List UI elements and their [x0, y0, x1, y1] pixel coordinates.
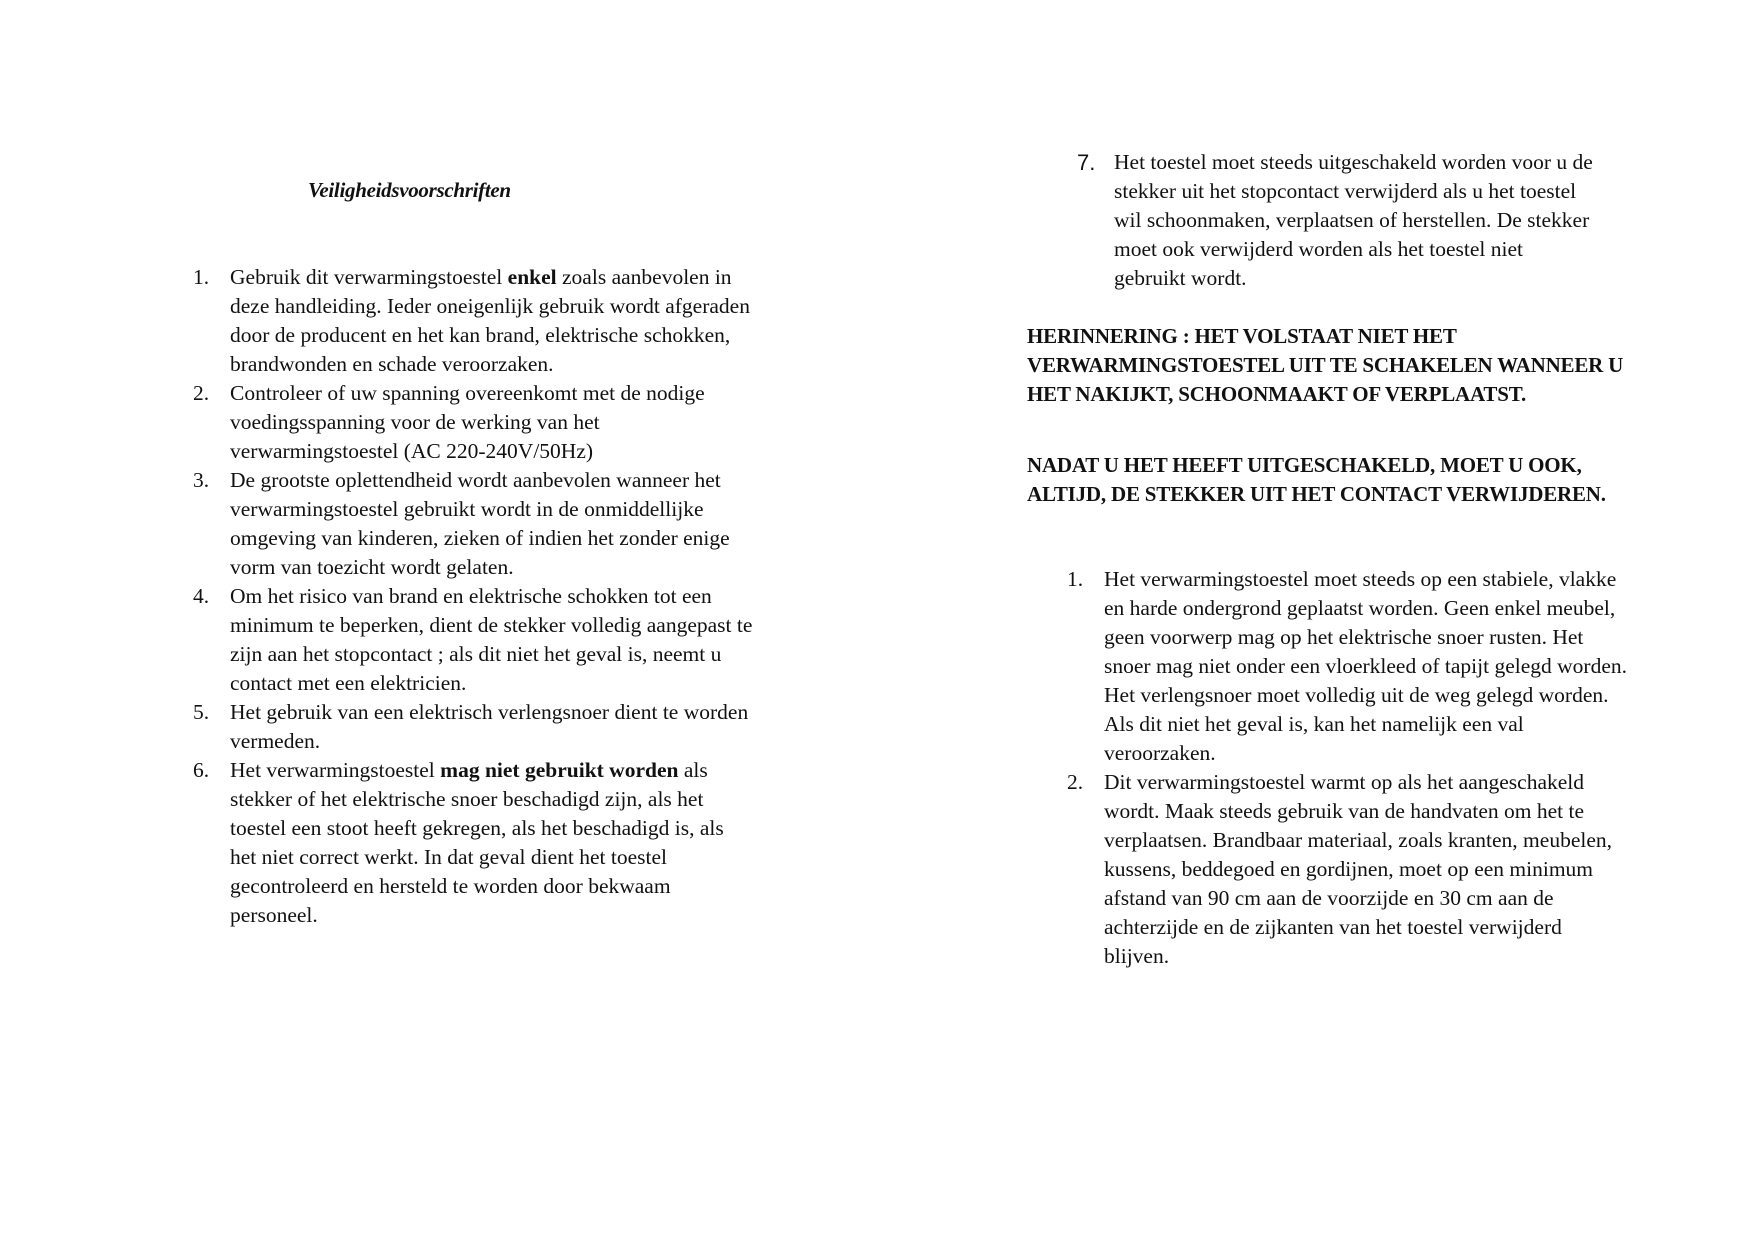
unplug-warning: NADAT U HET HEEFT UITGESCHAKELD, MOET U OOK, ALTIJD, DE STEKKER UIT HET CONTACT VERWIJDEREN.: [1027, 453, 1606, 506]
list-number: 1.: [193, 265, 210, 289]
list-item: [1077, 148, 1597, 293]
list-number: 2.: [1067, 770, 1084, 794]
list-item: [1067, 565, 1627, 768]
list-text: zoals aanbevolen in deze handleiding. Ieder oneigenlijk gebruik wordt afgeraden door de producent en het kan brand, elektrische schokken, brandwonden en schade veroorzaken.: [230, 265, 750, 376]
list-text-emphasis: enkel: [507, 265, 557, 289]
list-number: 4.: [193, 584, 210, 608]
list-item: [193, 582, 753, 698]
placement-rules-list: [1067, 565, 1627, 971]
list-text: Het verwarmingstoestel moet steeds op een stabiele, vlakke en harde ondergrond geplaatst worden. Geen enkel meubel, geen voorwerp mag op het elektrische snoer rusten. Het snoer mag niet onder een vloerkleed of tapijt gelegd worden. Het verlengsnoer moet volledig uit de weg gelegd worden. Als dit niet het geval is, kan het namelijk een val veroorzaken.: [1104, 567, 1627, 765]
list-item: [193, 263, 753, 379]
list-text: Controleer of uw spanning overeenkomt met de nodige voedingsspanning voor de werking van het verwarmingstoestel (AC 220-240V/50Hz): [230, 381, 705, 463]
list-number: 7.: [1077, 150, 1096, 175]
list-text-emphasis: mag niet gebruikt worden: [440, 758, 679, 782]
page-title: Veiligheidsvoorschriften: [308, 178, 511, 202]
list-text: De grootste oplettendheid wordt aanbevolen wanneer het verwarmingstoestel gebruikt wordt in de onmiddellijke omgeving van kinderen, zieken of indien het zonder enige vorm van toezicht wordt gelaten.: [230, 468, 730, 579]
list-item: [193, 379, 753, 466]
reminder-warning: HERINNERING : HET VOLSTAAT NIET HET VERWARMINGSTOESTEL UIT TE SCHAKELEN WANNEER U HET NAKIJKT, SCHOONMAAKT OF VERPLAATST.: [1027, 324, 1624, 406]
list-number: 1.: [1067, 567, 1084, 591]
list-text: Dit verwarmingstoestel warmt op als het aangeschakeld wordt. Maak steeds gebruik van de handvaten om het te verplaatsen. Brandbaar materiaal, zoals kranten, meubelen, kussens, beddegoed en gordijnen, moet op een minimum afstand van 90 cm aan de voorzijde en 30 cm aan de achterzijde en de zijkanten van het toestel verwijderd blijven.: [1104, 770, 1613, 968]
safety-rules-list: [193, 263, 753, 930]
list-number: 6.: [193, 758, 210, 782]
list-text: als stekker of het elektrische snoer beschadigd zijn, als het toestel een stoot heeft gekregen, als het beschadigd is, als het niet correct werkt. In dat geval dient het toestel gecontroleerd en hersteld te worden door bekwaam personeel.: [230, 758, 724, 927]
list-number: 5.: [193, 700, 210, 724]
list-item: [193, 698, 753, 756]
list-text: Het gebruik van een elektrisch verlengsnoer dient te worden vermeden.: [230, 700, 749, 753]
right-page: [877, 0, 1755, 1240]
left-page: [0, 0, 877, 1240]
list-item: [193, 756, 753, 930]
list-number: 2.: [193, 381, 210, 405]
list-text: Om het risico van brand en elektrische schokken tot een minimum te beperken, dient de stekker volledig aangepast te zijn aan het stopcontact ; als dit niet het geval is, neemt u contact met een elektricien.: [230, 584, 753, 695]
list-item: [1067, 768, 1627, 971]
list-text: Het verwarmingstoestel: [230, 758, 441, 782]
list-text: Gebruik dit verwarmingstoestel: [230, 265, 508, 289]
list-number: 3.: [193, 468, 210, 492]
list-text: Het toestel moet steeds uitgeschakeld worden voor u de stekker uit het stopcontact verwijderd als u het toestel wil schoonmaken, verplaatsen of herstellen. De stekker moet ook verwijderd worden als het toestel niet gebruikt wordt.: [1114, 150, 1593, 290]
safety-rules-list-continued: [1077, 148, 1597, 293]
list-item: [193, 466, 753, 582]
